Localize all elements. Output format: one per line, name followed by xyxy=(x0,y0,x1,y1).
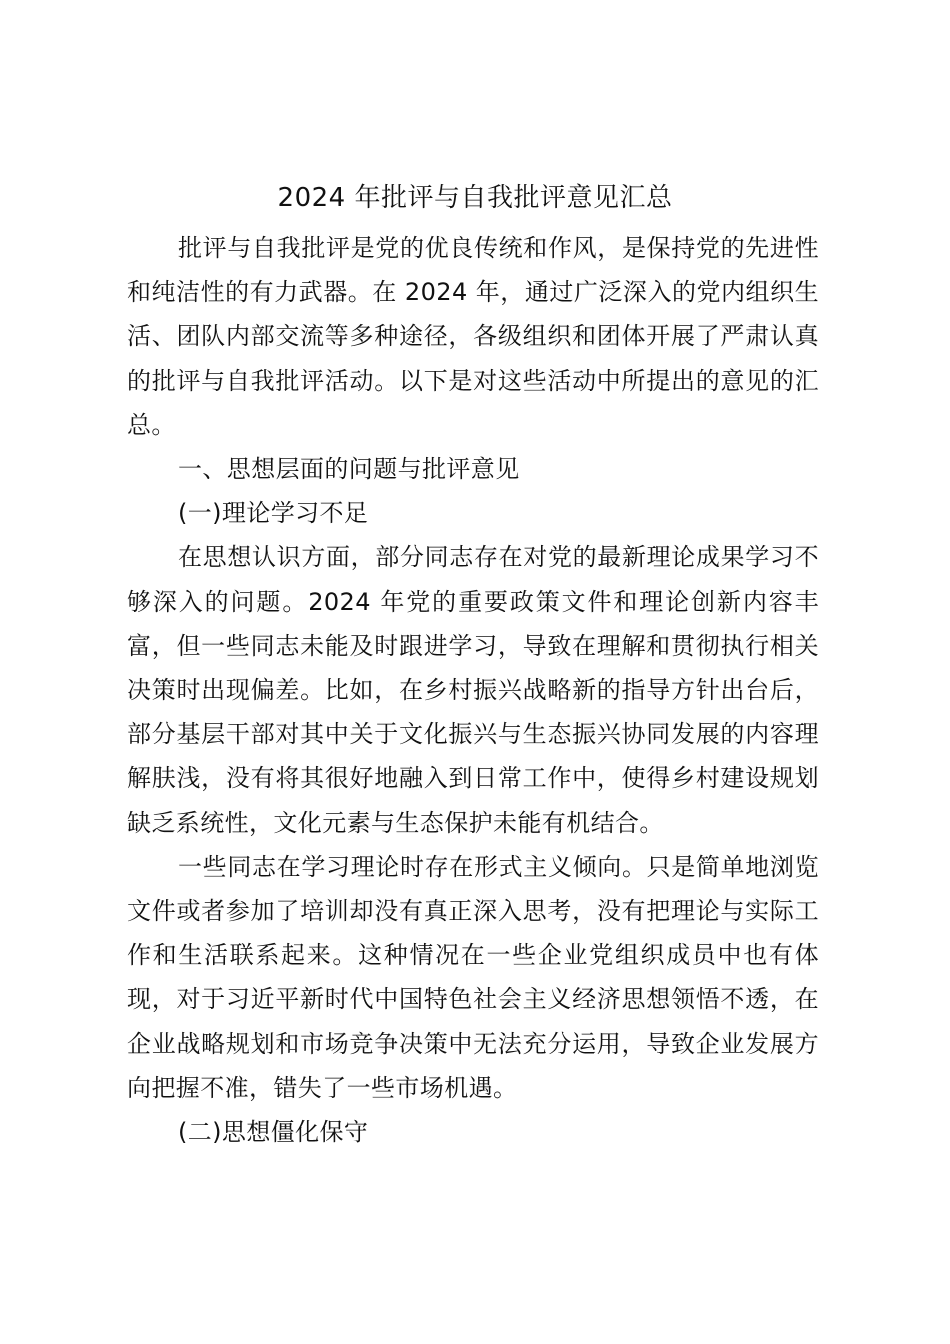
paragraph-theory-study-1: 在思想认识方面，部分同志存在对党的最新理论成果学习不够深入的问题。2024 年党的重要政策文件和理论创新内容丰富，但一些同志未能及时跟进学习，导致在理解和贯彻执行相关决策时出现偏差。比如，在乡村振兴战略新的指导方针出台后，部分基层干部对其中关于文化振兴与生态振兴协同发展的内容理解肤浅，没有将其很好地融入到日常工作中，使得乡村建设规划缺乏系统性，文化元素与生态保护未能有机结合。 xyxy=(127,543,819,837)
paragraph-theory-study-2: 一些同志在学习理论时存在形式主义倾向。只是简单地浏览文件或者参加了培训却没有真正深入思考，没有把理论与实际工作和生活联系起来。这种情况在一些企业党组织成员中也有体现，对于习近平新时代中国特色社会主义经济思想领悟不透，在企业战略规划和市场竞争决策中无法充分运用，导致企业发展方向把握不准，错失了一些市场机遇。 xyxy=(127,852,819,1102)
subsection-heading-theory-study: (一)理论学习不足 xyxy=(178,499,369,528)
document-title: 2024 年批评与自我批评意见汇总 xyxy=(277,183,673,213)
document-body xyxy=(127,226,819,1154)
intro-paragraph: 批评与自我批评是党的优良传统和作风，是保持党的先进性和纯洁性的有力武器。在 2024 年，通过广泛深入的党内组织生活、团队内部交流等多种途径，各级组织和团体开展了严肃认真的批评与自我批评活动。以下是对这些活动中所提出的意见的汇总。 xyxy=(127,234,819,439)
section-heading-thought: 一、思想层面的问题与批评意见 xyxy=(178,455,520,484)
subsection-heading-rigid-thinking: (二)思想僵化保守 xyxy=(178,1118,369,1147)
